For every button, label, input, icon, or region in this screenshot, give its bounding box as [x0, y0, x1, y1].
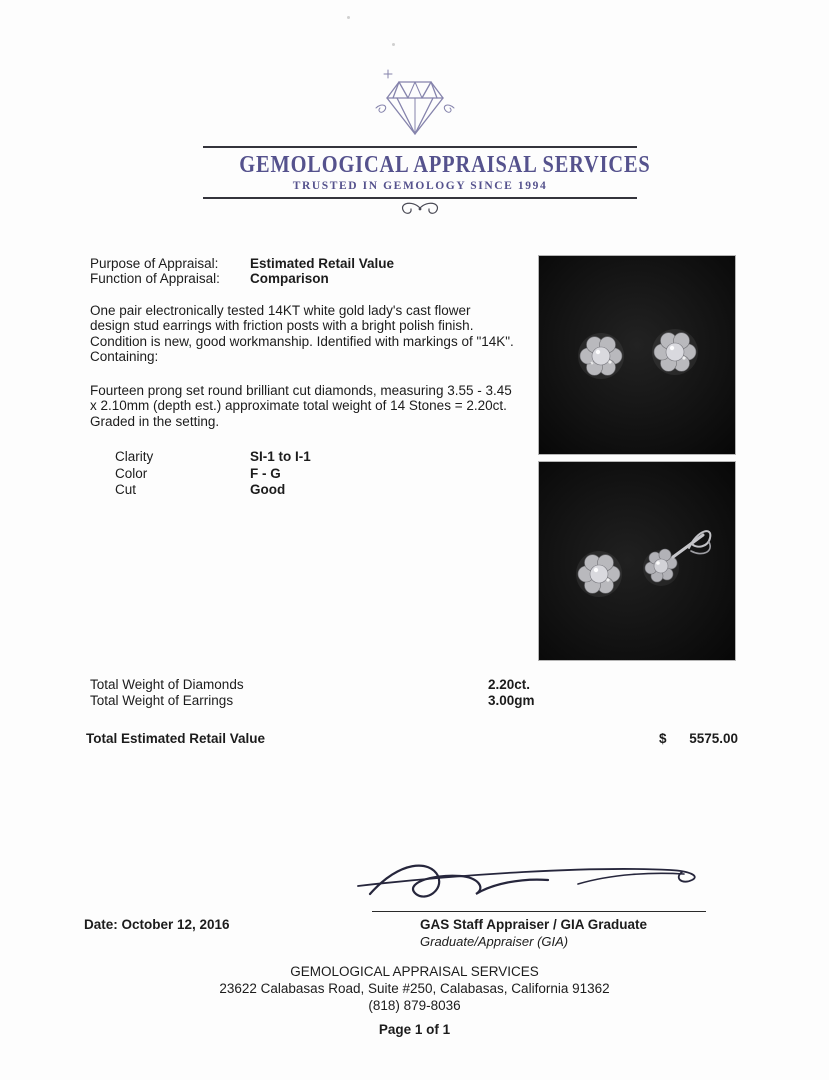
earrings-front-photo — [538, 255, 736, 455]
purpose-row — [90, 257, 394, 272]
grade-row-color — [115, 466, 311, 483]
company-title-text: GEMOLOGICAL APPRAISAL SERVICES — [239, 152, 651, 178]
scan-speck — [392, 43, 395, 46]
masthead-rule-top — [203, 146, 637, 148]
retail-value-label: Total Estimated Retail Value — [86, 731, 266, 746]
masthead — [203, 146, 651, 223]
item-description: One pair electronically tested 14KT white gold lady's cast flower design stud earrings with friction posts with a bright polish finish. Condition is new, good workmanship. Identified with markings of "14K". Containing: — [90, 303, 514, 365]
footer — [0, 963, 829, 1038]
date-label: Date: October 12, 2016 — [84, 917, 230, 932]
currency-symbol: $ — [659, 731, 667, 746]
earrings-side-photo — [538, 461, 736, 661]
totals-values — [488, 677, 535, 709]
footer-address: 23622 Calabasas Road, Suite #250, Calabasas, California 91362 — [219, 981, 610, 996]
appraiser-subtitle: Graduate/Appraiser (GIA) — [420, 934, 569, 949]
grade-value: SI-1 to I-1 — [250, 449, 311, 464]
footer-company: GEMOLOGICAL APPRAISAL SERVICES — [290, 964, 539, 979]
scan-speck — [347, 16, 350, 19]
grade-row-cut — [115, 482, 311, 499]
grade-label: Color — [115, 465, 148, 481]
diamonds-description: Fourteen prong set round brilliant cut diamonds, measuring 3.55 - 3.45 x 2.10mm (depth est.) approximate total weight of 14 Stones = 2.20ct. Graded in the setting. — [90, 383, 512, 429]
scroll-flourish-icon — [203, 200, 637, 223]
purpose-label: Purpose of Appraisal: — [90, 256, 219, 271]
weight-earrings-label: Total Weight of Earrings — [90, 693, 234, 708]
tagline: TRUSTED IN GEMOLOGY SINCE 1994 — [292, 180, 548, 192]
appraisal-fields — [90, 257, 394, 286]
signature-line — [372, 911, 706, 912]
function-value: Comparison — [250, 270, 329, 286]
grade-label: Cut — [115, 482, 137, 498]
footer-phone: (818) 879-8036 — [368, 998, 461, 1013]
retail-value-amount: 5575.00 — [689, 731, 738, 746]
flower-cluster — [576, 551, 622, 597]
flower-cluster — [578, 333, 624, 379]
weight-diamonds-value: 2.20ct. — [488, 677, 531, 692]
company-title — [203, 152, 651, 179]
grade-value: F - G — [250, 465, 281, 481]
diamond-logo-icon — [372, 62, 458, 147]
weight-diamonds-label: Total Weight of Diamonds — [90, 677, 244, 692]
signature-scribble — [352, 850, 712, 917]
function-row — [90, 272, 394, 287]
grade-value: Good — [250, 482, 286, 498]
purpose-value: Estimated Retail Value — [250, 256, 395, 271]
masthead-rule-bottom — [203, 197, 637, 199]
grades-table — [115, 449, 311, 499]
function-label: Function of Appraisal: — [90, 270, 220, 286]
page-number: Page 1 of 1 — [378, 1022, 451, 1037]
weight-earrings-value: 3.00gm — [488, 693, 535, 708]
grade-row-clarity — [115, 449, 311, 466]
totals-labels — [90, 677, 244, 709]
grade-label: Clarity — [115, 449, 154, 464]
appraiser-title: GAS Staff Appraiser / GIA Graduate — [420, 917, 648, 932]
flower-cluster — [652, 329, 698, 375]
